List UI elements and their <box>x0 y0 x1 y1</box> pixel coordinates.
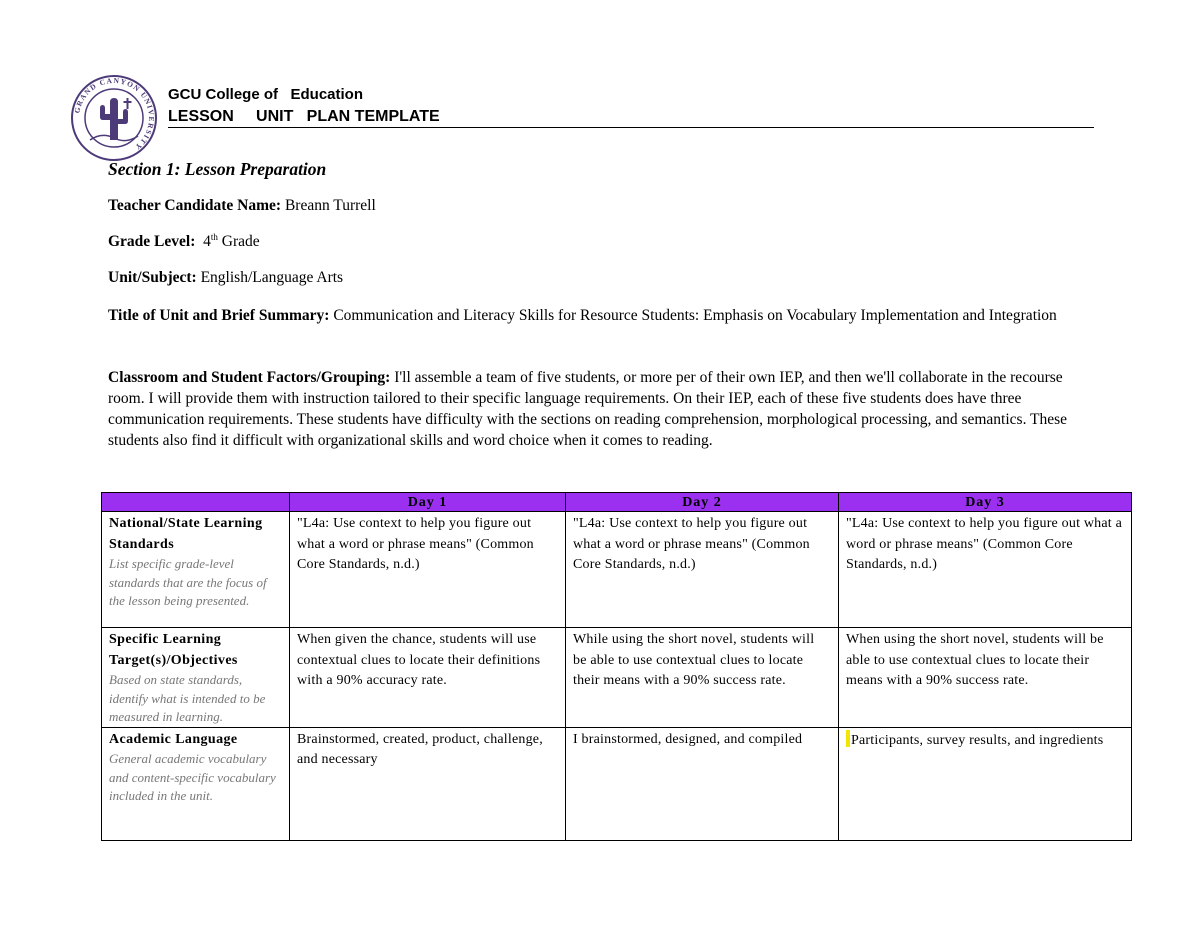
university-seal-logo <box>70 74 158 162</box>
grade-level-label: Grade Level: <box>108 233 196 250</box>
teacher-name-value: Breann Turrell <box>284 197 376 214</box>
academic-language-description: General academic vocabulary and content-specific vocabulary included in the unit. <box>109 751 276 803</box>
objectives-day-2: While using the short novel, students will be able to use contextual clues to locate their means with a 90% success rate. <box>566 628 839 728</box>
template-title: LESSON UNIT PLAN TEMPLATE <box>168 108 440 125</box>
standards-day-2: "L4a: Use context to help you figure out what a word or phrase means" (Common Core Standards, n.d.) <box>566 512 839 628</box>
row-label-cell <box>102 727 290 840</box>
grade-level-value: 4th Grade <box>203 231 260 250</box>
lesson-plan-table <box>101 492 1132 841</box>
standards-day-3: "L4a: Use context to help you figure out what a word or phrase means" (Common Core Standards, n.d.) <box>839 512 1132 628</box>
objectives-day-3: When using the short novel, students will be able to use contextual clues to locate their means with a 90% success rate. <box>839 628 1132 728</box>
academic-language-day-2: I brainstormed, designed, and compiled <box>566 727 839 840</box>
table-row <box>102 512 1132 628</box>
day-3-header: Day 3 <box>839 493 1132 512</box>
standards-day-1: "L4a: Use context to help you figure out what a word or phrase means" (Common Core Standards, n.d.) <box>290 512 566 628</box>
unit-subject-field <box>108 267 1088 288</box>
table-header-row <box>102 493 1132 512</box>
unit-title-label: Title of Unit and Brief Summary: <box>108 307 330 324</box>
unit-subject-label: Unit/Subject: <box>108 269 197 286</box>
objectives-description: Based on state standards, identify what is intended to be measured in learning. <box>109 672 266 724</box>
unit-subject-value: English/Language Arts <box>200 269 344 286</box>
classroom-factors-field <box>108 367 1088 451</box>
classroom-factors-label: Classroom and Student Factors/Grouping: <box>108 369 391 386</box>
unit-title-summary-field <box>108 305 1088 326</box>
academic-language-label: Academic Language <box>109 731 238 747</box>
objectives-label: Specific Learning Target(s)/Objectives <box>109 632 238 668</box>
objectives-day-1: When given the chance, students will use contextual clues to locate their definitions with a 90% accuracy rate. <box>290 628 566 728</box>
table-row <box>102 628 1132 728</box>
day-2-header: Day 2 <box>566 493 839 512</box>
svg-text:GRAND CANYON UNIVERSITY: GRAND CANYON UNIVERSITY <box>72 75 157 153</box>
academic-language-day-1: Brainstormed, created, product, challenge, and necessary <box>290 727 566 840</box>
section-title: Section 1: Lesson Preparation <box>108 159 327 179</box>
academic-language-day-3: Participants, survey results, and ingredients <box>839 727 1132 840</box>
classroom-factors-value: I'll assemble a team of five students, or more per of their own IEP, and then we'll collaborate in the recourse room. I will provide them with instruction tailored to their specific language requirements. On their IEP, each of these five students does have three communication requirements. These students have difficulty with the sections on reading comprehension, morphological processing, and semantics. These students also find it difficult with organizational skills and word choice when it comes to reading. <box>108 369 1068 449</box>
table-header-corner <box>102 493 290 512</box>
teacher-name-label: Teacher Candidate Name: <box>108 197 282 214</box>
college-name: GCU College of Education <box>168 86 364 103</box>
table-row <box>102 727 1132 840</box>
standards-description: List specific grade-level standards that are the focus of the lesson being presented. <box>109 556 267 608</box>
row-label-cell <box>102 512 290 628</box>
teacher-name-field <box>108 195 1088 216</box>
row-label-cell <box>102 628 290 728</box>
standards-label: National/State Learning Standards <box>109 516 263 552</box>
unit-title-value: Communication and Literacy Skills for Resource Students: Emphasis on Vocabulary Implementation and Integration <box>333 307 1057 324</box>
text-highlight-mark <box>846 730 850 747</box>
header-divider <box>168 127 1094 128</box>
grade-level-field <box>108 231 1088 252</box>
day-1-header: Day 1 <box>290 493 566 512</box>
